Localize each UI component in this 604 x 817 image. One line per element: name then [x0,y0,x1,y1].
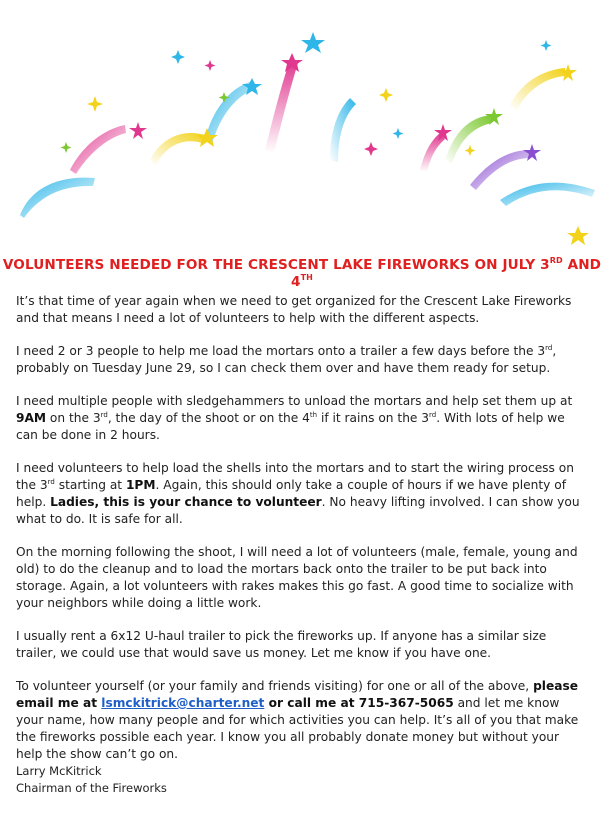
firework-trail [420,133,445,172]
signature-name: Larry McKitrick [16,764,102,778]
signature [16,763,167,797]
star-icon [301,32,325,53]
star-icon [567,226,589,245]
firework-trail [445,115,492,163]
signature-title: Chairman of the Fireworks [16,781,167,795]
paragraph-setup: I need multiple people with sledgehammers to unload the mortars and help set them up at 9AM on the 3rd, the day of the shoot or on the 4th if it rains on the 3rd. With lots of help we can be done in 2 hours. [16,394,573,442]
email-link[interactable]: lsmckitrick@charter.net [101,696,265,710]
firework-trail [70,125,126,174]
star-icon [129,122,147,139]
firework-trail [330,98,356,162]
firework-trail [20,178,95,218]
firework-trail [265,60,298,153]
paragraph-contact: To volunteer yourself (or your family and friends visiting) for one or all of the above, please email me at lsmckitrick@charter.net or call me at 715-367-5065 and let me know your name, how many people and for which activities you can help. It’s all of you that make the fireworks possible each year. I know you all probably donate money but without your help the show can’t go on. [16,679,579,761]
letter-body [16,293,588,779]
paragraph-load-shells: I need volunteers to help load the shells into the mortars and to start the wiring process on the 3rd starting at 1PM. Again, this should only take a couple of hours if we have plenty of help. Ladies, this is your chance to volunteer. No heavy lifting involved. I can show you what to do. It is safe for all. [16,461,580,526]
paragraph-load-trailer: I need 2 or 3 people to help me load the mortars onto a trailer a few days before the 3rd, probably on Tuesday June 29, so I can check them over and have them ready for setup. [16,344,557,375]
firework-trail [500,183,595,206]
sparkle-icon [171,40,552,139]
firework-trail [205,82,253,144]
firework-trail [470,150,530,190]
fireworks-banner [0,0,604,252]
page-title: VOLUNTEERS NEEDED FOR THE CRESCENT LAKE FIREWORKS ON JULY 3RD AND 4TH [2,256,602,290]
firework-trail [150,133,205,165]
firework-trail [510,68,565,110]
paragraph-cleanup: On the morning following the shoot, I will need a lot of volunteers (male, female, young and old) to do the cleanup and to load the mortars back onto the trailer to be put back into storage. Again, a lot volunteers with rakes makes this go fast. A good time to socialize with your neighbors while doing a little work. [16,545,578,610]
paragraph-intro: It’s that time of year again when we need to get organized for the Crescent Lake Fireworks and that means I need a lot of volunteers to help with the different aspects. [16,294,572,325]
paragraph-trailer-rental: I usually rent a 6x12 U-haul trailer to pick the fireworks up. If anyone has a similar size trailer, we could use that would save us money. Let me know if you have one. [16,629,547,660]
